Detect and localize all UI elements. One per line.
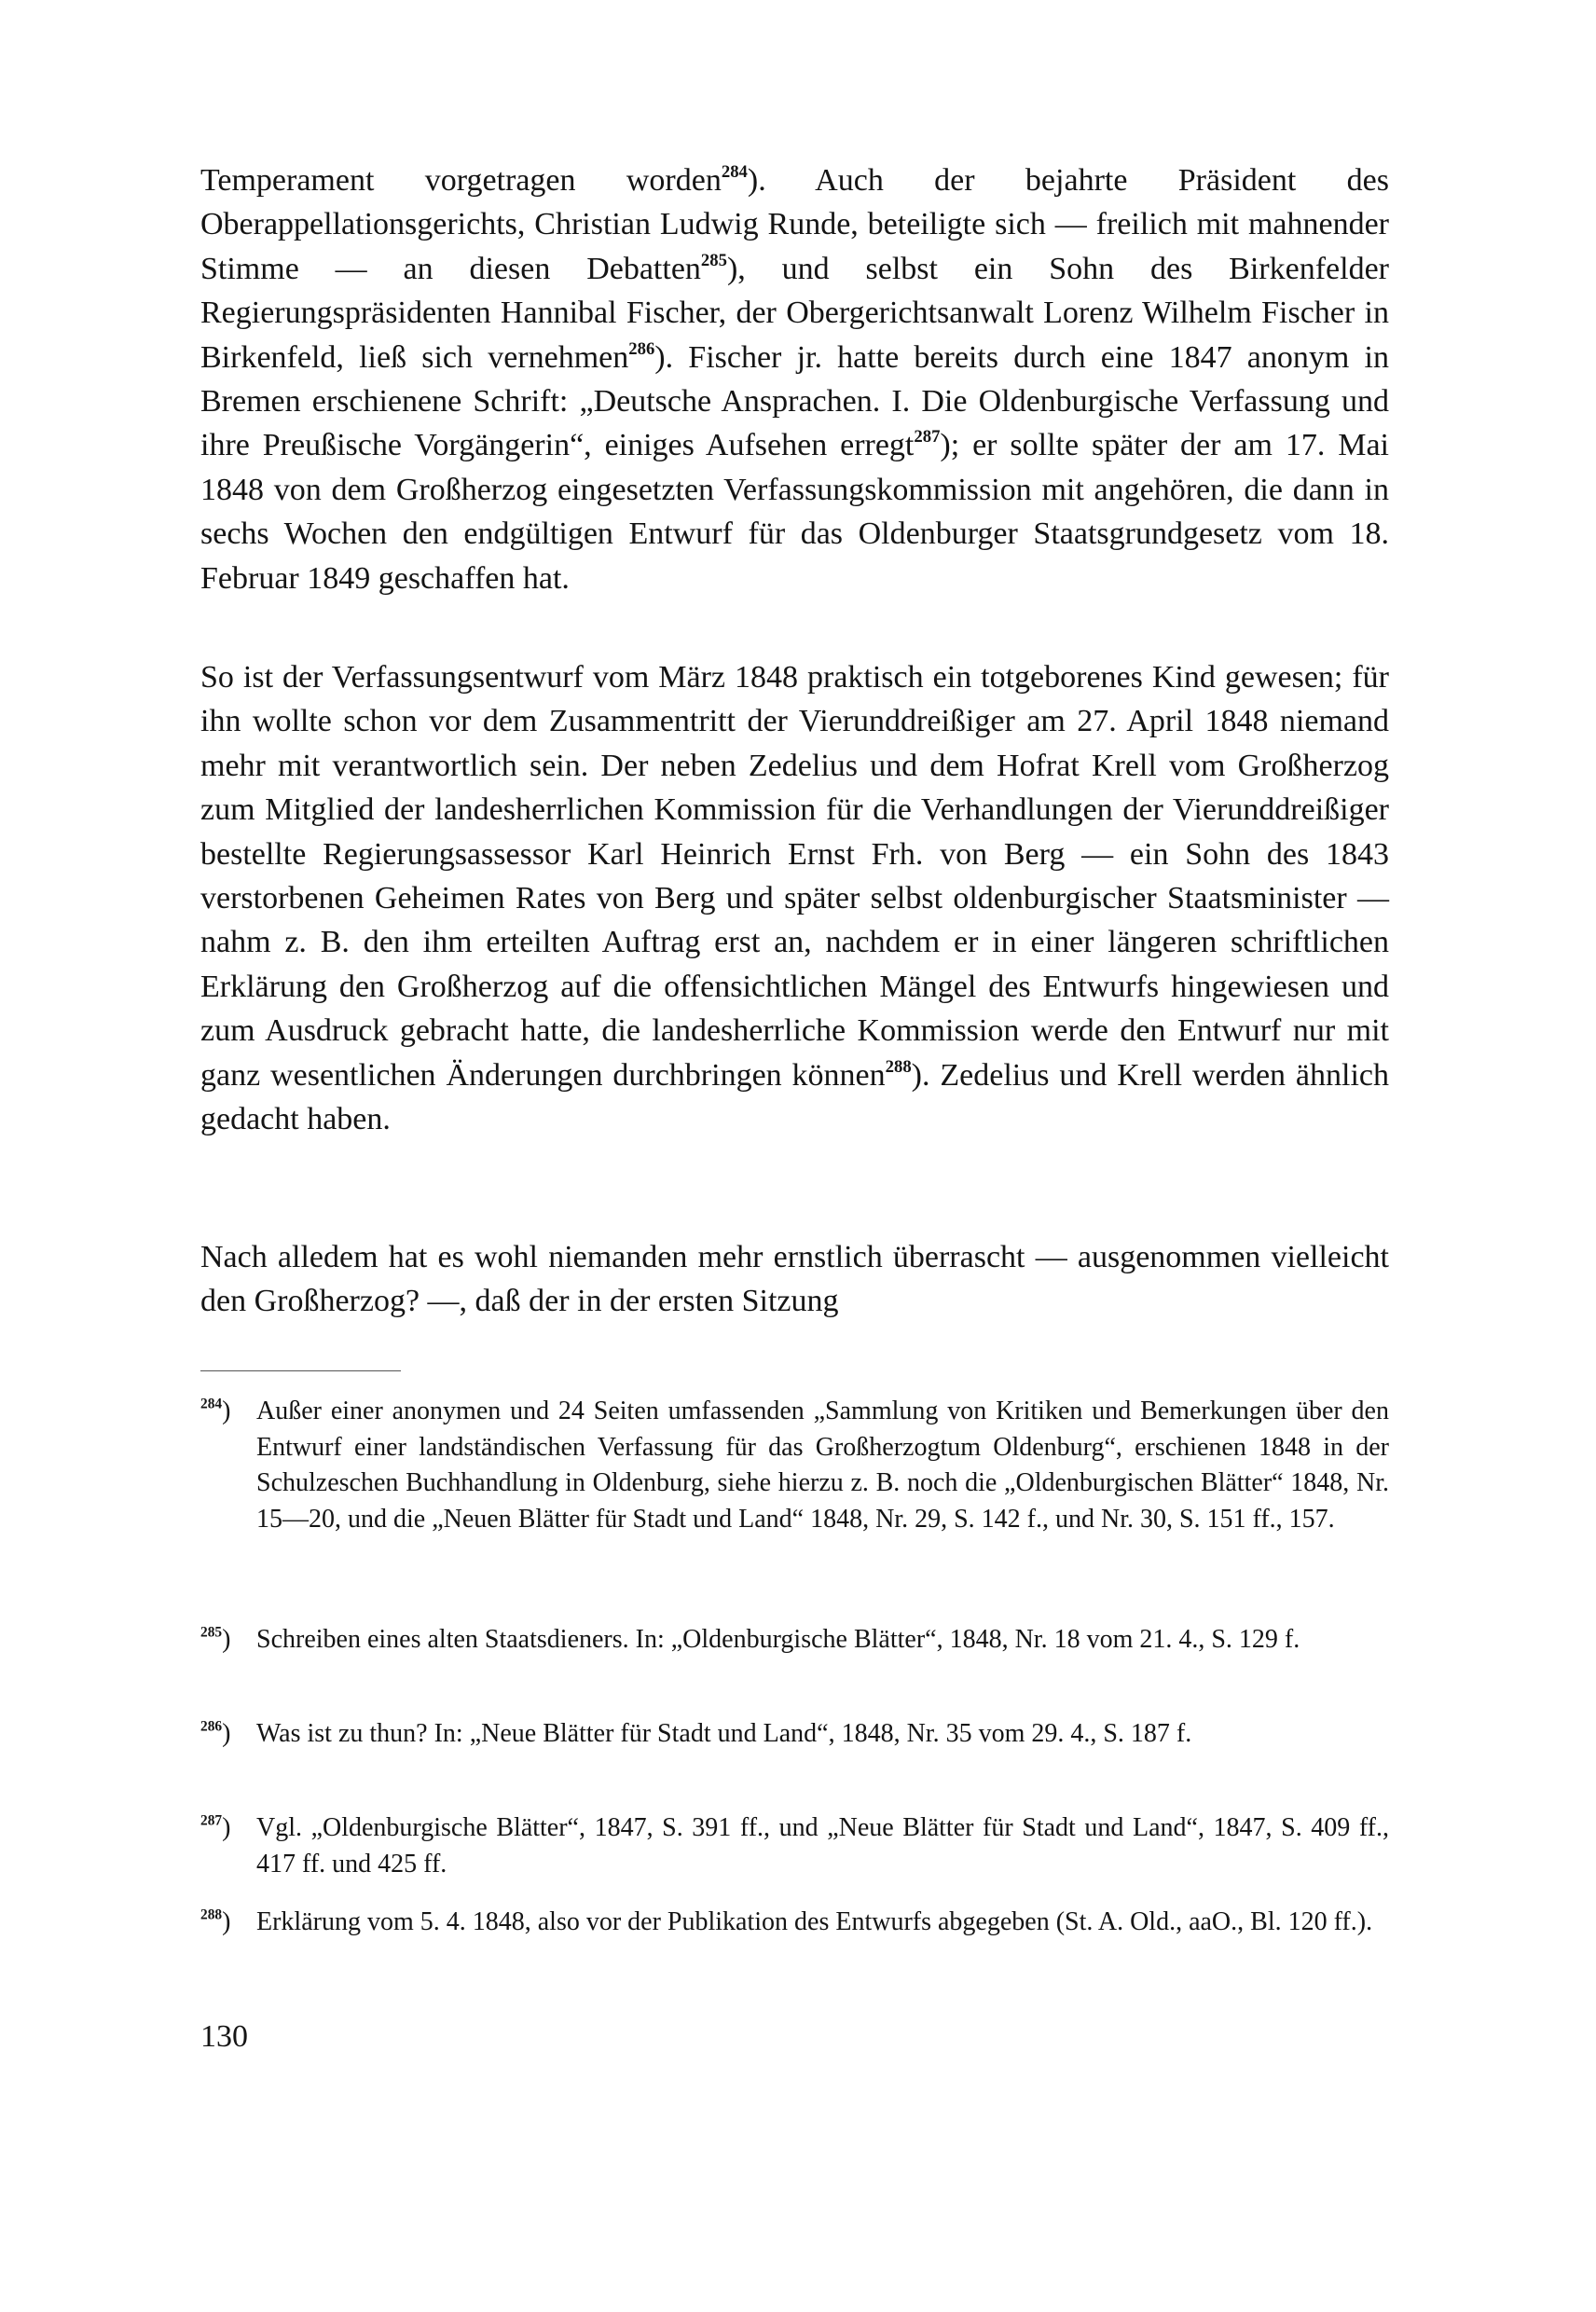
paragraph-text: ). Zedelius und Krell werden ähnlich gedacht haben. bbox=[200, 1057, 1389, 1137]
footnote-marker: 285 bbox=[200, 1624, 223, 1641]
footnote-ref-287: 287 bbox=[914, 427, 941, 447]
footnote-ref-288: 288 bbox=[885, 1056, 912, 1077]
footnote-ref-285: 285 bbox=[700, 250, 727, 270]
footnote-284 bbox=[200, 1394, 1389, 1537]
footnote-number bbox=[200, 1716, 252, 1753]
footnote-paren: ) bbox=[222, 1397, 231, 1425]
footnote-text: Schreiben eines alten Staatsdieners. In: „Oldenburgische Blätter“, 1848, Nr. 18 vom 21. 4., S. 129 f. bbox=[256, 1625, 1300, 1654]
paragraph-text: ); er sollte später der am 17. Mai 1848 von dem Großherzog eingesetzten Verfassungskommission mit angehören, die dann in sechs Wochen den endgültigen Entwurf für das Oldenburger Staatsgrundgesetz vom 18. Februar 1849 geschaffen hat. bbox=[200, 428, 1389, 596]
footnote-paren: ) bbox=[222, 1719, 231, 1748]
footnote-marker: 287 bbox=[200, 1812, 223, 1829]
body-paragraph-3 bbox=[200, 1235, 1389, 1324]
paragraph-text: ), und selbst ein Sohn des Birkenfelder Regierungspräsidenten Hannibal Fischer, der Obergerichtsanwalt Lorenz Wilhelm Fischer in Birkenfeld, ließ sich vernehmen bbox=[200, 251, 1389, 375]
body-paragraph-1 bbox=[200, 158, 1389, 600]
footnote-separator bbox=[200, 1370, 401, 1371]
footnote-285 bbox=[200, 1622, 1389, 1658]
footnote-paren: ) bbox=[222, 1907, 231, 1936]
paragraph-text: Nach alledem hat es wohl niemanden mehr ernstlich überrascht — ausgenommen vielleicht den Großherzog? —, daß der in der ersten Sitzung bbox=[200, 1240, 1389, 1319]
footnote-paren: ) bbox=[222, 1625, 231, 1654]
paragraph-text: Temperament vorgetragen worden bbox=[200, 163, 722, 198]
page-number: 130 bbox=[200, 2019, 248, 2054]
footnote-286 bbox=[200, 1716, 1389, 1753]
footnote-text: Vgl. „Oldenburgische Blätter“, 1847, S. 391 ff., und „Neue Blätter für Stadt und Land“, 1847, S. 409 ff., 417 ff. und 425 ff. bbox=[256, 1813, 1389, 1878]
footnote-288 bbox=[200, 1905, 1389, 1941]
paragraph-text: So ist der Verfassungsentwurf vom März 1848 praktisch ein totgeborenes Kind gewesen; für ihn wollte schon vor dem Zusammentritt der Vierunddreißiger am 27. April 1848 niemand mehr mit verantwortlich sein. Der neben Zedelius und dem Hofrat Krell vom Großherzog zum Mitglied der landesherrlichen Kommission für die Verhandlungen der Vierunddreißiger bestellte Regierungsassessor Karl Heinrich Ernst Frh. von Berg — ein Sohn des 1843 verstorbenen Geheimen Rates von Berg und später selbst oldenburgischer Staatsminister — nahm z. B. den ihm erteilten Auftrag erst an, nachdem er in einer längeren schriftlichen Erklärung den Großherzog auf die offensichtlichen Mängel des Entwurfs hingewiesen und zum Ausdruck gebracht hatte, die landesherrliche Kommission werde den Entwurf nur mit ganz wesentlichen Änderungen durchbringen können bbox=[200, 660, 1389, 1093]
footnote-number bbox=[200, 1905, 252, 1941]
footnote-ref-286: 286 bbox=[628, 338, 655, 359]
body-paragraph-2 bbox=[200, 655, 1389, 1141]
footnote-number bbox=[200, 1622, 252, 1658]
footnote-text: Erklärung vom 5. 4. 1848, also vor der Publikation des Entwurfs abgegeben (St. A. Old., aaO., Bl. 120 ff.). bbox=[256, 1907, 1373, 1936]
footnote-text: Außer einer anonymen und 24 Seiten umfassenden „Sammlung von Kritiken und Bemerkungen über den Entwurf einer landständischen Verfassung für das Großherzogtum Oldenburg“, erschienen 1848 in der Schulzeschen Buchhandlung in Oldenburg, siehe hierzu z. B. noch die „Oldenburgischen Blätter“ 1848, Nr. 15—20, und die „Neuen Blätter für Stadt und Land“ 1848, Nr. 29, S. 142 f., und Nr. 30, S. 151 ff., 157. bbox=[256, 1397, 1389, 1534]
footnote-number bbox=[200, 1394, 252, 1430]
footnote-paren: ) bbox=[222, 1813, 231, 1842]
footnote-marker: 288 bbox=[200, 1906, 223, 1923]
footnote-287 bbox=[200, 1810, 1389, 1882]
footnote-ref-284: 284 bbox=[721, 161, 748, 182]
footnote-text: Was ist zu thun? In: „Neue Blätter für Stadt und Land“, 1848, Nr. 35 vom 29. 4., S. 187 f. bbox=[256, 1719, 1192, 1748]
footnote-marker: 284 bbox=[200, 1396, 223, 1412]
paragraph-text: ). Auch der bejahrte Präsident des Oberappellationsgerichts, Christian Ludwig Runde, beteiligte sich — freilich mit mahnender Stimme — an diesen Debatten bbox=[200, 163, 1389, 286]
footnote-number bbox=[200, 1810, 252, 1847]
footnote-marker: 286 bbox=[200, 1718, 223, 1735]
paragraph-text: ). Fischer jr. hatte bereits durch eine 1847 anonym in Bremen erschienene Schrift: „Deutsche Ansprachen. I. Die Oldenburgische Verfassung und ihre Preußische Vorgängerin“, einiges Aufsehen erregt bbox=[200, 339, 1389, 463]
